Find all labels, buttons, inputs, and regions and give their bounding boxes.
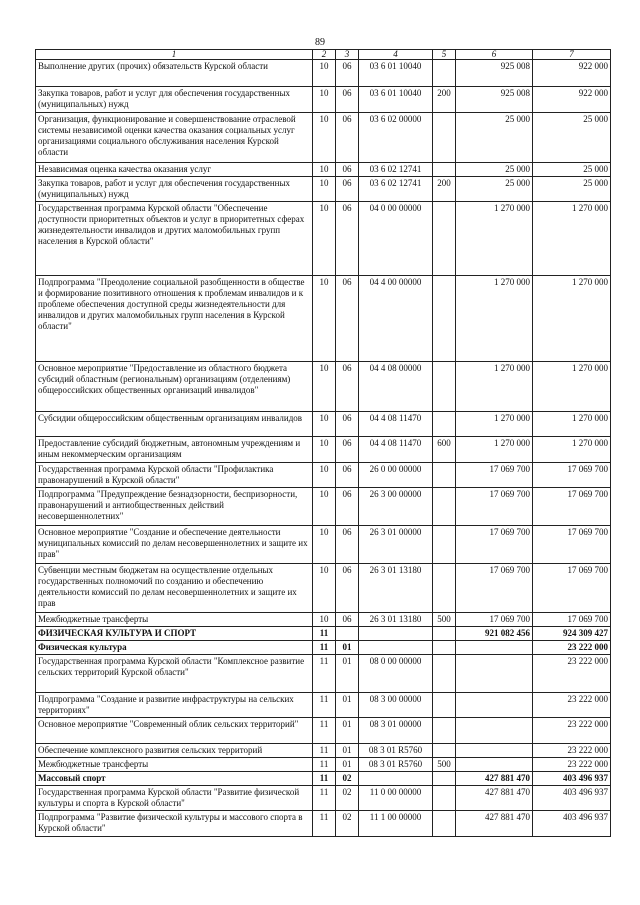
subsection-code: 06	[336, 463, 359, 488]
table-row	[36, 202, 611, 276]
subsection-code: 02	[336, 811, 359, 837]
row-name: ФИЗИЧЕСКАЯ КУЛЬТУРА И СПОРТ	[36, 627, 313, 641]
table-row	[36, 362, 611, 412]
subsection-code: 06	[336, 613, 359, 627]
subsection-code: 06	[336, 488, 359, 526]
target-article-code: 04 4 08 11470	[359, 437, 433, 463]
amount-year-1: 427 881 470	[456, 772, 533, 786]
table-row	[36, 87, 611, 113]
expense-type-code	[433, 811, 456, 837]
row-name: Субвенции местным бюджетам на осуществление отдельных государственных полномочий по созданию и обеспечению деятельности комиссий по делам несовершеннолетних и защите их прав	[36, 564, 313, 613]
amount-year-1	[456, 655, 533, 693]
table-row	[36, 276, 611, 362]
expense-type-code	[433, 693, 456, 718]
amount-year-1: 1 270 000	[456, 276, 533, 362]
amount-year-1: 921 082 456	[456, 627, 533, 641]
target-article-code: 11 1 00 00000	[359, 811, 433, 837]
col-number: 2	[313, 50, 336, 60]
col-number: 3	[336, 50, 359, 60]
row-name: Государственная программа Курской области "Профилактика правонарушений в Курской области"	[36, 463, 313, 488]
subsection-code: 02	[336, 786, 359, 811]
section-code: 11	[313, 627, 336, 641]
amount-year-1: 17 069 700	[456, 463, 533, 488]
section-code: 11	[313, 772, 336, 786]
table-row	[36, 437, 611, 463]
target-article-code: 03 6 02 00000	[359, 113, 433, 163]
expense-type-code	[433, 655, 456, 693]
target-article-code: 04 4 00 00000	[359, 276, 433, 362]
amount-year-2: 17 069 700	[533, 526, 611, 564]
amount-year-2: 17 069 700	[533, 613, 611, 627]
amount-year-1: 427 881 470	[456, 786, 533, 811]
expense-type-code	[433, 488, 456, 526]
expense-type-code	[433, 526, 456, 564]
amount-year-2: 1 270 000	[533, 437, 611, 463]
target-article-code: 26 3 01 00000	[359, 526, 433, 564]
table-row	[36, 655, 611, 693]
amount-year-1: 427 881 470	[456, 811, 533, 837]
amount-year-2: 25 000	[533, 163, 611, 177]
amount-year-1	[456, 693, 533, 718]
amount-year-1	[456, 758, 533, 772]
expense-type-code: 600	[433, 437, 456, 463]
table-row	[36, 412, 611, 437]
section-code: 11	[313, 758, 336, 772]
table-row	[36, 786, 611, 811]
table-row	[36, 718, 611, 744]
row-name: Основное мероприятие "Предоставление из областного бюджета субсидий областным (региональным) организациям (отделениям) общероссийских общественных организаций инвалидов"	[36, 362, 313, 412]
row-name: Субсидии общероссийским общественным организациям инвалидов	[36, 412, 313, 437]
amount-year-2: 1 270 000	[533, 412, 611, 437]
expense-type-code	[433, 564, 456, 613]
table-row	[36, 177, 611, 202]
row-name: Основное мероприятие "Создание и обеспечение деятельности муниципальных комиссий по делам несовершеннолетних и защите их прав"	[36, 526, 313, 564]
section-code: 11	[313, 641, 336, 655]
table-row	[36, 113, 611, 163]
subsection-code: 06	[336, 113, 359, 163]
subsection-code: 06	[336, 564, 359, 613]
table-row	[36, 693, 611, 718]
expense-type-code: 200	[433, 87, 456, 113]
table-row	[36, 627, 611, 641]
table-row	[36, 772, 611, 786]
amount-year-2: 1 270 000	[533, 202, 611, 276]
subsection-code: 06	[336, 526, 359, 564]
target-article-code: 08 0 00 00000	[359, 655, 433, 693]
col-number: 5	[433, 50, 456, 60]
column-number-row	[36, 50, 611, 60]
section-code: 10	[313, 163, 336, 177]
target-article-code: 11 0 00 00000	[359, 786, 433, 811]
subsection-code: 06	[336, 437, 359, 463]
amount-year-2: 1 270 000	[533, 362, 611, 412]
amount-year-2: 403 496 937	[533, 786, 611, 811]
row-name: Подпрограмма "Создание и развитие инфраструктуры на сельских территориях"	[36, 693, 313, 718]
amount-year-2: 17 069 700	[533, 488, 611, 526]
expense-type-code	[433, 163, 456, 177]
section-code: 11	[313, 693, 336, 718]
expense-type-code	[433, 786, 456, 811]
amount-year-1: 925 008	[456, 87, 533, 113]
section-code: 11	[313, 655, 336, 693]
expense-type-code	[433, 744, 456, 758]
amount-year-1	[456, 718, 533, 744]
table-row	[36, 488, 611, 526]
amount-year-1: 1 270 000	[456, 362, 533, 412]
section-code: 10	[313, 362, 336, 412]
expense-type-code: 200	[433, 177, 456, 202]
row-name: Закупка товаров, работ и услуг для обеспечения государственных (муниципальных) нужд	[36, 177, 313, 202]
subsection-code: 01	[336, 718, 359, 744]
subsection-code: 01	[336, 641, 359, 655]
row-name: Государственная программа Курской области "Обеспечение доступности приоритетных объектов и услуг в приоритетных сферах жизнедеятельности инвалидов и других маломобильных групп населения в Курской области"	[36, 202, 313, 276]
table-row	[36, 564, 611, 613]
subsection-code: 06	[336, 87, 359, 113]
table-row	[36, 613, 611, 627]
target-article-code: 08 3 00 00000	[359, 693, 433, 718]
section-code: 10	[313, 613, 336, 627]
row-name: Физическая культура	[36, 641, 313, 655]
section-code: 10	[313, 113, 336, 163]
target-article-code: 03 6 02 12741	[359, 163, 433, 177]
amount-year-2: 922 000	[533, 60, 611, 87]
amount-year-2: 23 222 000	[533, 655, 611, 693]
subsection-code: 06	[336, 163, 359, 177]
target-article-code: 04 4 08 11470	[359, 412, 433, 437]
expense-type-code	[433, 772, 456, 786]
target-article-code	[359, 641, 433, 655]
amount-year-2: 1 270 000	[533, 276, 611, 362]
table-row	[36, 758, 611, 772]
table-row	[36, 811, 611, 837]
expense-type-code	[433, 641, 456, 655]
amount-year-1: 1 270 000	[456, 437, 533, 463]
subsection-code: 01	[336, 693, 359, 718]
amount-year-2: 23 222 000	[533, 641, 611, 655]
expense-type-code	[433, 463, 456, 488]
subsection-code: 06	[336, 60, 359, 87]
target-article-code: 26 0 00 00000	[359, 463, 433, 488]
row-name: Предоставление субсидий бюджетным, автономным учреждениям и иным некоммерческим организациям	[36, 437, 313, 463]
section-code: 10	[313, 87, 336, 113]
section-code: 10	[313, 488, 336, 526]
col-number: 1	[36, 50, 313, 60]
amount-year-2: 17 069 700	[533, 564, 611, 613]
subsection-code: 02	[336, 772, 359, 786]
expense-type-code	[433, 627, 456, 641]
row-name: Государственная программа Курской области "Комплексное развитие сельских территорий Курской области"	[36, 655, 313, 693]
budget-table	[35, 49, 611, 837]
amount-year-2: 403 496 937	[533, 772, 611, 786]
section-code: 11	[313, 718, 336, 744]
section-code: 10	[313, 564, 336, 613]
section-code: 11	[313, 811, 336, 837]
section-code: 10	[313, 463, 336, 488]
expense-type-code	[433, 202, 456, 276]
target-article-code: 08 3 01 R5760	[359, 758, 433, 772]
expense-type-code	[433, 60, 456, 87]
section-code: 10	[313, 412, 336, 437]
subsection-code	[336, 627, 359, 641]
row-name: Межбюджетные трансферты	[36, 758, 313, 772]
target-article-code	[359, 772, 433, 786]
target-article-code: 26 3 00 00000	[359, 488, 433, 526]
target-article-code: 08 3 01 R5760	[359, 744, 433, 758]
amount-year-1: 925 008	[456, 60, 533, 87]
amount-year-1: 1 270 000	[456, 412, 533, 437]
expense-type-code	[433, 362, 456, 412]
target-article-code: 03 6 01 10040	[359, 60, 433, 87]
amount-year-2: 23 222 000	[533, 744, 611, 758]
table-row	[36, 641, 611, 655]
row-name: Подпрограмма "Предупреждение безнадзорности, беспризорности, правонарушений и антиобщественных действий несовершеннолетних"	[36, 488, 313, 526]
row-name: Подпрограмма "Преодоление социальной разобщенности в обществе и формирование позитивного отношения к проблемам инвалидов и к проблеме обеспечения доступной среды жизнедеятельности для инвалидов и других маломобильных групп населения в Курской области"	[36, 276, 313, 362]
subsection-code: 06	[336, 177, 359, 202]
amount-year-2: 25 000	[533, 177, 611, 202]
amount-year-1: 17 069 700	[456, 613, 533, 627]
target-article-code: 03 6 02 12741	[359, 177, 433, 202]
row-name: Закупка товаров, работ и услуг для обеспечения государственных (муниципальных) нужд	[36, 87, 313, 113]
target-article-code: 08 3 01 00000	[359, 718, 433, 744]
amount-year-1	[456, 744, 533, 758]
target-article-code: 04 4 08 00000	[359, 362, 433, 412]
row-name: Подпрограмма "Развитие физической культуры и массового спорта в Курской области"	[36, 811, 313, 837]
section-code: 10	[313, 60, 336, 87]
amount-year-2: 924 309 427	[533, 627, 611, 641]
section-code: 10	[313, 437, 336, 463]
amount-year-2: 25 000	[533, 113, 611, 163]
amount-year-1: 25 000	[456, 163, 533, 177]
expense-type-code: 500	[433, 758, 456, 772]
section-code: 10	[313, 276, 336, 362]
subsection-code: 01	[336, 744, 359, 758]
row-name: Независимая оценка качества оказания услуг	[36, 163, 313, 177]
amount-year-1: 25 000	[456, 177, 533, 202]
table-row	[36, 463, 611, 488]
section-code: 10	[313, 526, 336, 564]
subsection-code: 06	[336, 412, 359, 437]
page-number: 89	[315, 37, 325, 48]
col-number: 4	[359, 50, 433, 60]
section-code: 10	[313, 177, 336, 202]
expense-type-code	[433, 113, 456, 163]
subsection-code: 06	[336, 202, 359, 276]
amount-year-1	[456, 641, 533, 655]
target-article-code: 03 6 01 10040	[359, 87, 433, 113]
target-article-code: 26 3 01 13180	[359, 564, 433, 613]
expense-type-code	[433, 412, 456, 437]
row-name: Основное мероприятие "Современный облик сельских территорий"	[36, 718, 313, 744]
amount-year-1: 17 069 700	[456, 564, 533, 613]
target-article-code: 04 0 00 00000	[359, 202, 433, 276]
target-article-code: 26 3 01 13180	[359, 613, 433, 627]
amount-year-1: 17 069 700	[456, 526, 533, 564]
section-code: 10	[313, 202, 336, 276]
amount-year-2: 17 069 700	[533, 463, 611, 488]
subsection-code: 06	[336, 276, 359, 362]
amount-year-1: 17 069 700	[456, 488, 533, 526]
amount-year-2: 23 222 000	[533, 758, 611, 772]
row-name: Обеспечение комплексного развития сельских территорий	[36, 744, 313, 758]
subsection-code: 06	[336, 362, 359, 412]
amount-year-2: 23 222 000	[533, 718, 611, 744]
amount-year-1: 25 000	[456, 113, 533, 163]
table-row	[36, 163, 611, 177]
row-name: Государственная программа Курской области "Развитие физической культуры и спорта в Курской области"	[36, 786, 313, 811]
section-code: 11	[313, 744, 336, 758]
row-name: Межбюджетные трансферты	[36, 613, 313, 627]
subsection-code: 01	[336, 655, 359, 693]
amount-year-1: 1 270 000	[456, 202, 533, 276]
col-number: 7	[533, 50, 611, 60]
col-number: 6	[456, 50, 533, 60]
table-row	[36, 744, 611, 758]
table-row	[36, 526, 611, 564]
expense-type-code	[433, 718, 456, 744]
expense-type-code: 500	[433, 613, 456, 627]
target-article-code	[359, 627, 433, 641]
amount-year-2: 403 496 937	[533, 811, 611, 837]
row-name: Массовый спорт	[36, 772, 313, 786]
subsection-code: 01	[336, 758, 359, 772]
section-code: 11	[313, 786, 336, 811]
row-name: Выполнение других (прочих) обязательств Курской области	[36, 60, 313, 87]
table-row	[36, 60, 611, 87]
amount-year-2: 23 222 000	[533, 693, 611, 718]
row-name: Организация, функционирование и совершенствование отраслевой системы независимой оценки качества оказания социальных услуг организациями социального обслуживания населения Курской области	[36, 113, 313, 163]
expense-type-code	[433, 276, 456, 362]
amount-year-2: 922 000	[533, 87, 611, 113]
